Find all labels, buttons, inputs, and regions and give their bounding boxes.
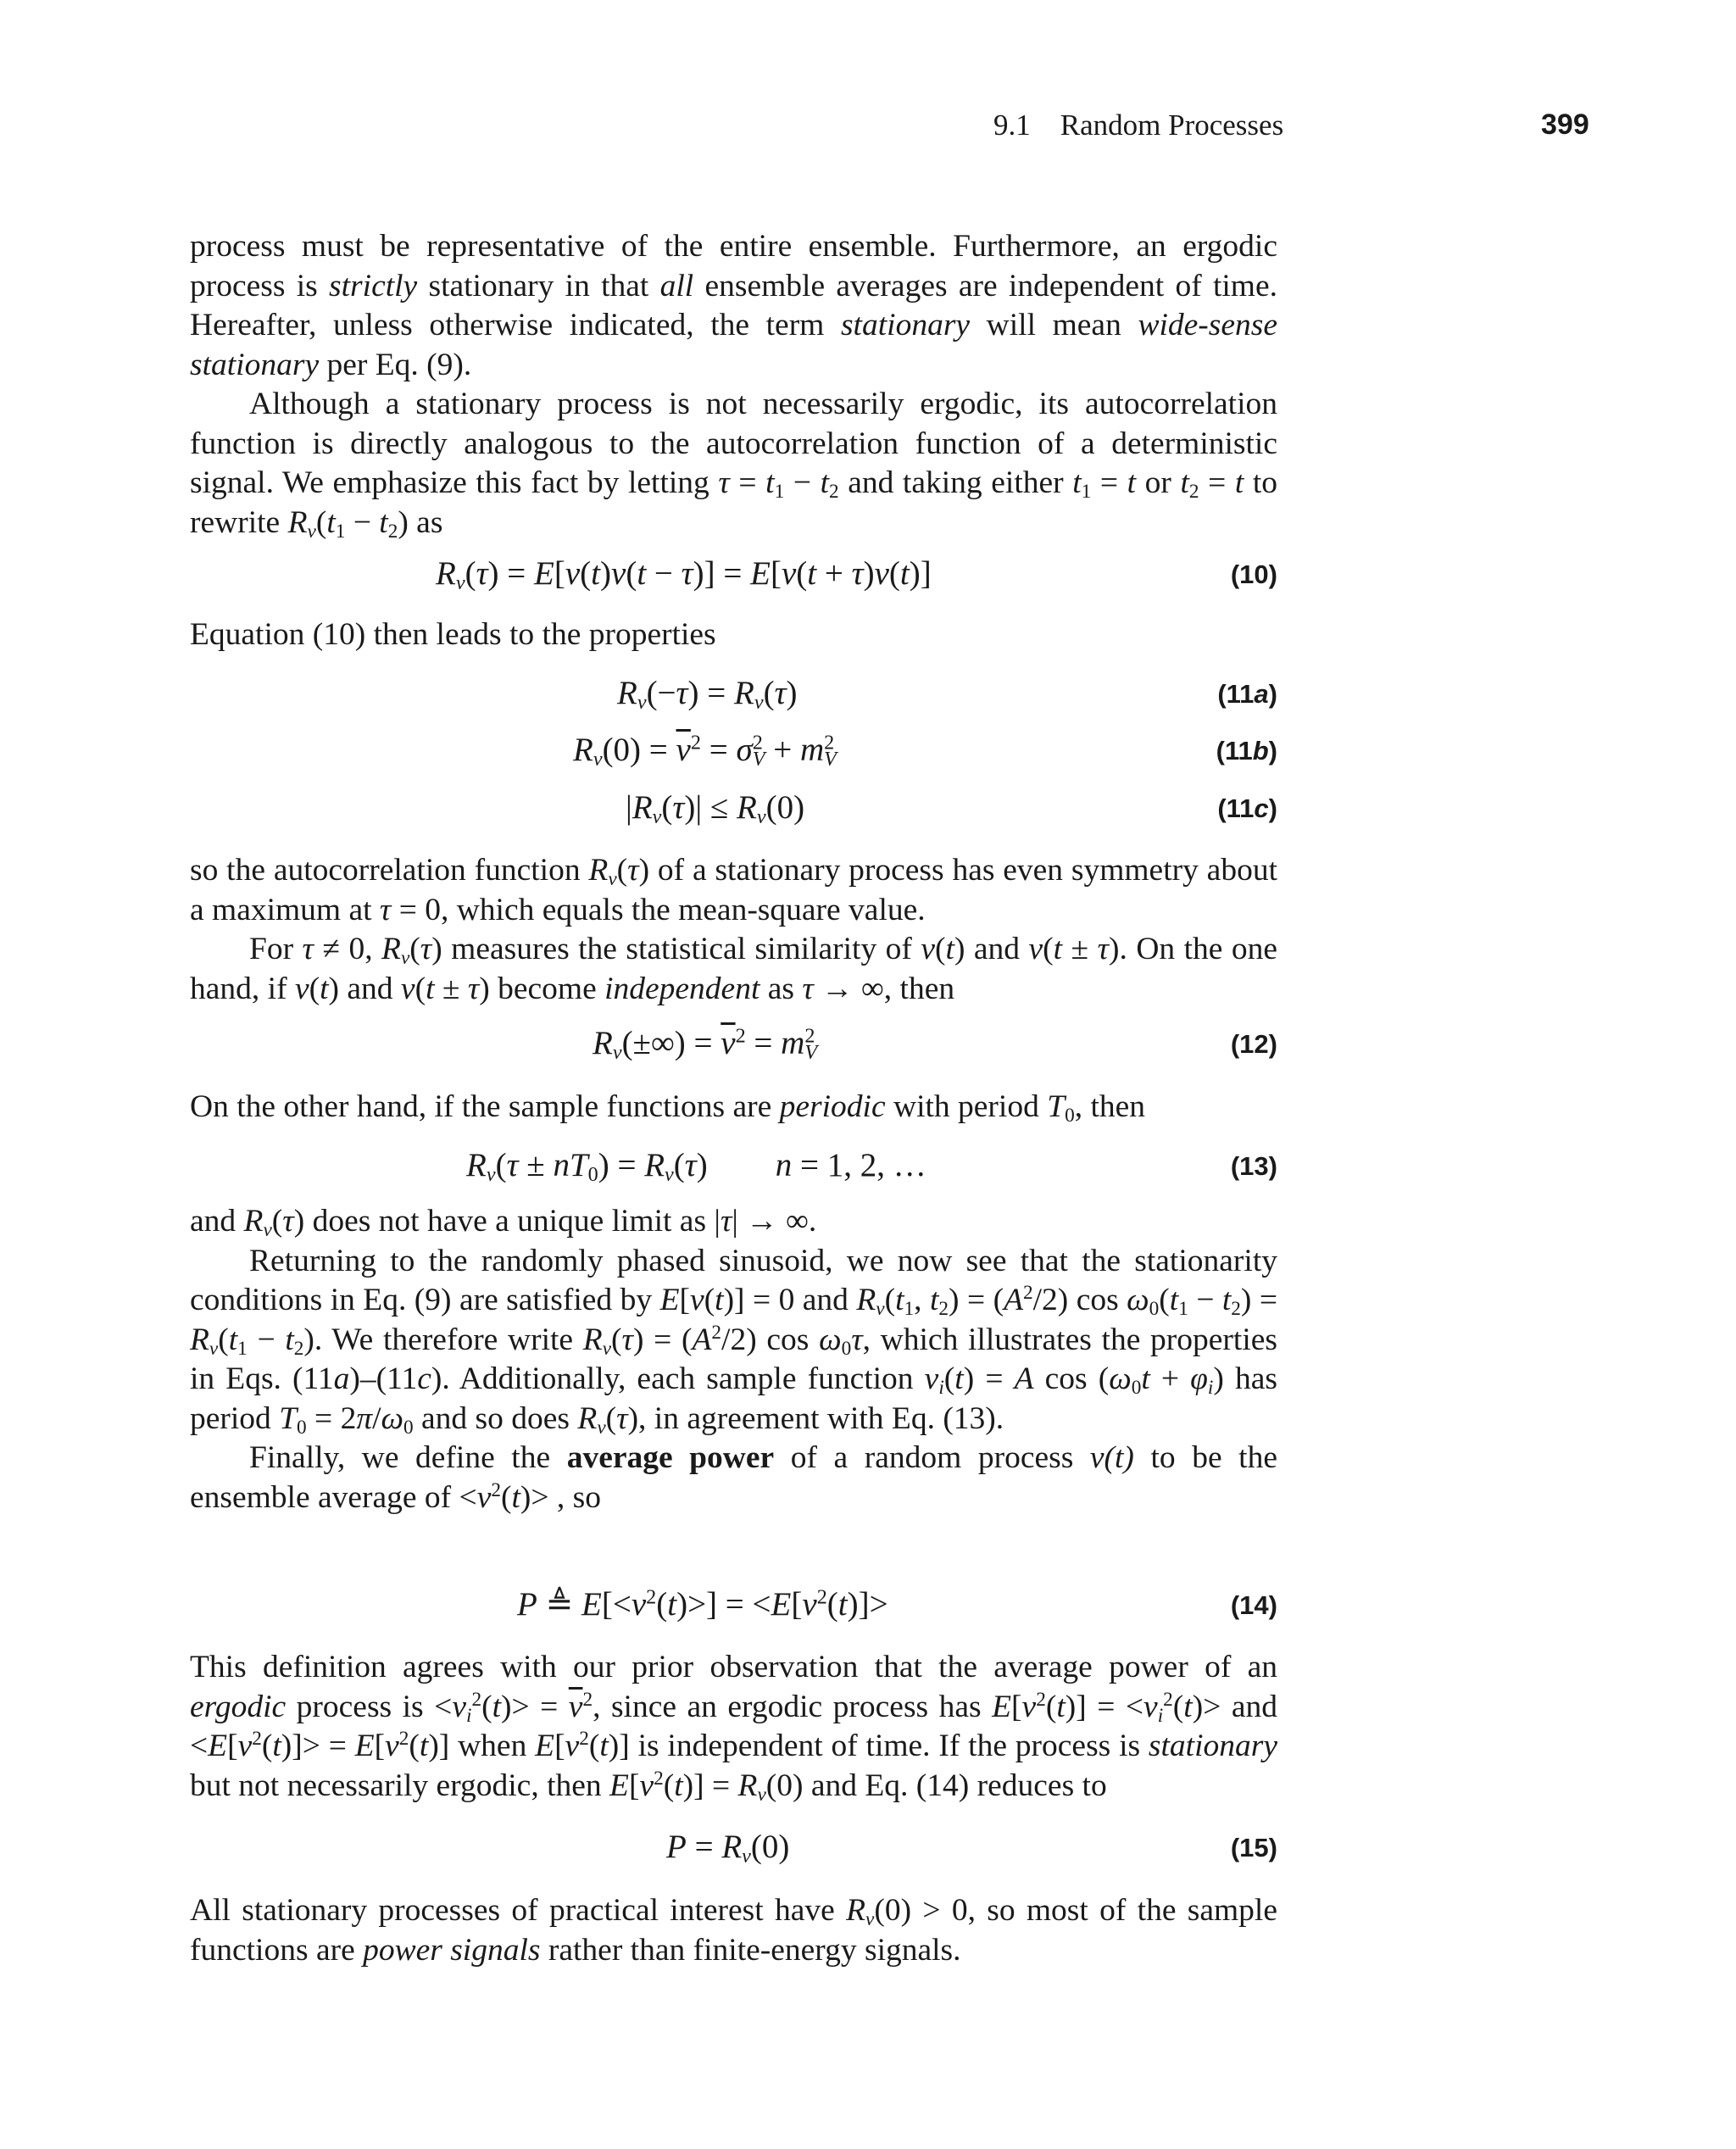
equation-number-11c: (11c) — [1217, 793, 1277, 823]
text-block-2 — [190, 615, 1277, 655]
equation-number-11a: (11a) — [1217, 679, 1277, 709]
paragraph-8: Returning to the randomly phased sinusoid, we now see that the stationarity conditions in Eq. (9) are satisfied by E[v(t)] = 0 and $R_v(t_1$, $t_2) = (A^2/2)$ $\cos \omega_0(t_1 - t_2) = R_v(t_1 - t_2)$. We therefore write $R_v(\tau) = (A^2/2)$ $\cos \omega_0\tau$, which illustrates the properties in Eqs. (11a)–(11c). Additionally, each sample function $v_i(t) = A$ $\cos (\omega_0t + \varphi_i)$ has period $T_0 = 2\pi/\omega_0$ and so does $R_v(\tau)$, in agreement with Eq. (13). — [190, 1243, 1278, 1439]
equation-14-formula: P ≜ $E[<v^2(t)>] = <E[v^2(t)]>$ — [517, 1585, 888, 1623]
equation-number-15: (15) — [1230, 1833, 1277, 1862]
equation-11b — [190, 731, 1277, 773]
equation-12 — [190, 1024, 1277, 1066]
equation-number-13: (13) — [1230, 1151, 1277, 1181]
text-block-7 — [190, 1891, 1277, 1970]
paragraph-10: This definition agrees with our prior observation that the average power of an ergodic process is $<v_i^2(t)> = \overline{v}^2$, since an ergodic process has $E[v^2(t)] = <v_i^2(t)>$ and $<E[v^2(t)]> = E[v^2(t)]$ when $E[v^2(t)]$ is independent of time. If the process is stationary but not necessarily ergodic, then $E[v^2(t)] = R_v(0)$ and Eq. (14) reduces to — [190, 1650, 1277, 1806]
paragraph-3: Equation (10) then leads to the properties — [190, 617, 716, 652]
text-block-3 — [190, 851, 1277, 1009]
equation-14 — [190, 1585, 1277, 1628]
equation-15 — [190, 1828, 1277, 1870]
paragraph-4: so the autocorrelation function $R_v(\tau)$ of a stationary process has even symmetry about a maximum at τ = 0, which equals the mean-square value. — [190, 853, 1277, 927]
paragraph-7: and $R_v(\tau)$ does not have a unique limit as |τ| → ∞. — [190, 1204, 817, 1241]
equation-11c-formula: $|R_v(\tau)| \le R_v(0)$ — [626, 789, 805, 829]
equation-11a-formula: $R_v(-\tau) = R_v(\tau)$ — [617, 675, 798, 715]
paragraph-2: Although a stationary process is not necessarily ergodic, its autocorrelation function is directly analogous to the autocorrelation function of a deterministic signal. We emphasize this fact by letting $\tau = t_1 - t_2$ and taking either $t_1 = t$ or $t_2 = t$ to rewrite $R_v(t_1 - t_2)$ as — [190, 387, 1278, 543]
equation-15-formula: $P = R_v(0)$ — [666, 1829, 790, 1868]
equation-10-formula: $R_v(\tau) = E[v(t)v(t - \tau)] = E[v(t + \tau)v(t)]$ — [436, 555, 932, 595]
equation-number-12: (12) — [1230, 1029, 1277, 1059]
equation-13-formula: $R_v(\tau \pm nT_0) = R_v(\tau) n = 1$, 2, … — [466, 1147, 926, 1187]
paragraph-1: process must be representative of the entire ensemble. Furthermore, an ergodic process is strictly stationary in that all ensemble averages are independent of time. Hereafter, unless otherwise indicated, the term stationary will mean wide-sense stationary per Eq. (9). — [190, 229, 1277, 382]
equation-number-10: (10) — [1230, 560, 1277, 589]
equation-10 — [190, 554, 1277, 597]
running-header: 9.1 Random Processes — [993, 109, 1284, 142]
text-block-5 — [190, 1202, 1277, 1517]
equation-13 — [190, 1146, 1277, 1189]
text-block-6 — [190, 1648, 1277, 1806]
equation-11a — [190, 674, 1277, 716]
paragraph-5: For τ ≠ 0, $R_v(\tau)$ measures the statistical similarity of v(t) and v(t ± τ). On the one hand, if v(t) and v(t ± τ) become independent as τ → ∞, then — [190, 932, 1278, 1006]
equation-12-formula: $R_v(\pm\infty) = \overline{v}^2 = m^2_V$ — [593, 1024, 818, 1065]
paragraph-9: Finally, we define the average power of a random process v(t) to be the ensemble average of $<v^2(t)>$ , so — [190, 1440, 1277, 1515]
equation-11c — [190, 788, 1277, 831]
page-number: 399 — [1541, 109, 1589, 141]
text-block-1 — [190, 227, 1277, 543]
text-block-4 — [190, 1088, 1277, 1127]
equation-number-14: (14) — [1230, 1590, 1277, 1620]
equation-11b-formula: $R_v(0) = \overline{v}^2 = \sigma^2_V + m^2_V$ — [573, 731, 837, 771]
equation-number-11b: (11b) — [1216, 736, 1277, 766]
paragraph-11: All stationary processes of practical interest have $R_v(0) > 0$, so most of the sample functions are power signals rather than finite-energy signals. — [190, 1893, 1277, 1968]
paragraph-6: On the other hand, if the sample functions are periodic with period $T_0$, then — [190, 1089, 1146, 1127]
